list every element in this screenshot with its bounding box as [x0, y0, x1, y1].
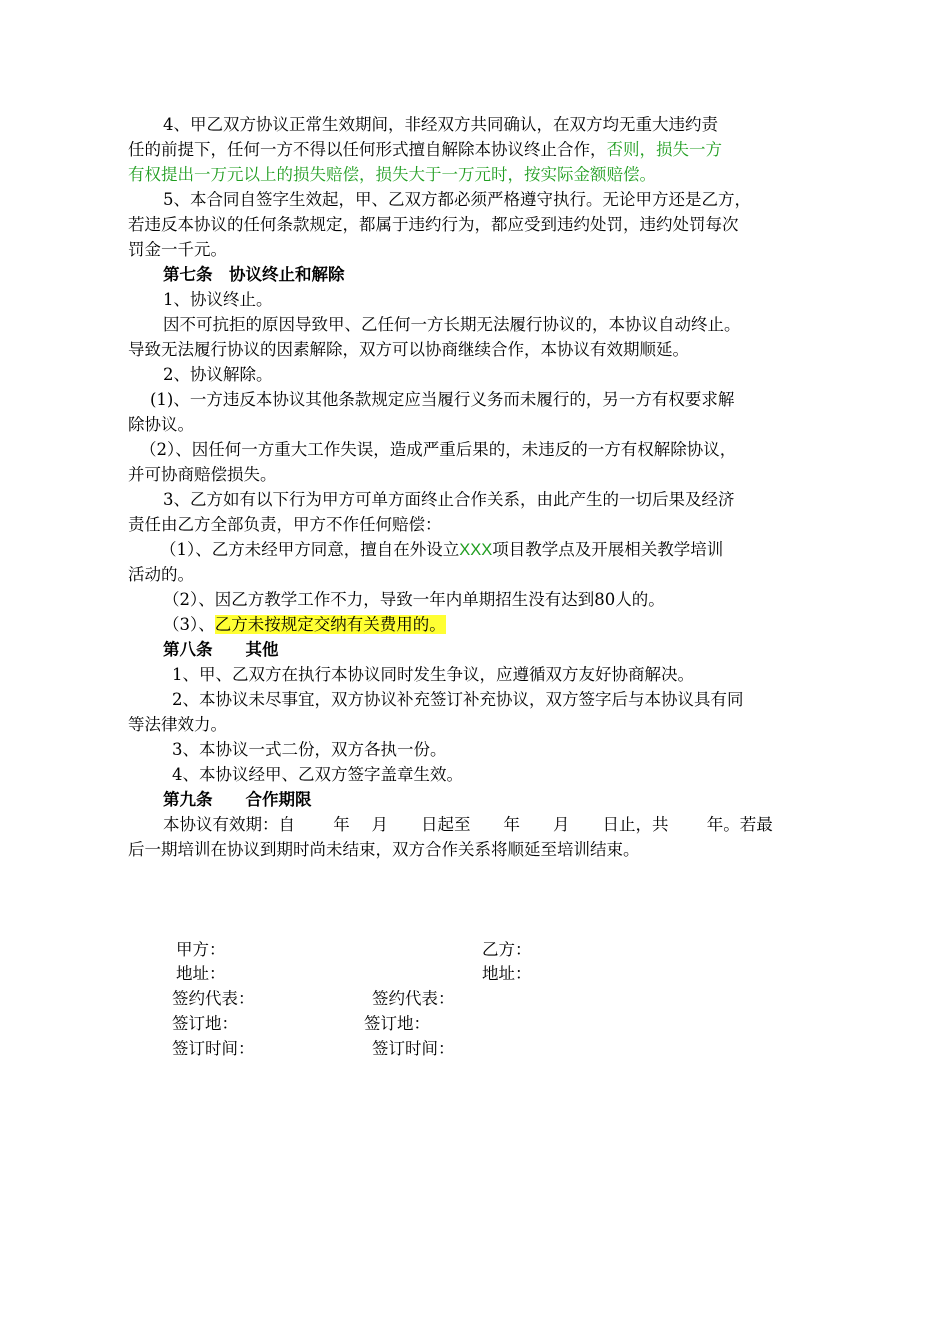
- section-7-3-1-line-2: 活动的。: [128, 565, 194, 584]
- party-b-representative-label: 签约代表：: [372, 989, 455, 1008]
- clause-6-4-line-3: 有权提出一万元以上的损失赔偿，损失大于一万元时，按实际金额赔偿。: [128, 165, 656, 184]
- section-8-3: 3、本协议一式二份，双方各执一份。: [172, 740, 447, 759]
- section-7-2-1-line-1: (1)、一方违反本协议其他条款规定应当履行义务而未履行的，另一方有权要求解: [150, 390, 735, 409]
- section-8-title: 第八条 其他: [163, 640, 279, 659]
- section-8-2-line-1: 2、本协议未尽事宜，双方协议补充签订补充协议，双方签字后与本协议具有同: [172, 690, 744, 709]
- section-7-2: 2、协议解除。: [163, 365, 273, 384]
- section-7-2-2-line-1: （2）、因任何一方重大工作失误，造成严重后果的，未违反的一方有权解除协议，: [140, 440, 737, 459]
- clause-6-5-line-1: 5、本合同自签字生效起，甲、乙双方都必须严格遵守执行。无论甲方还是乙方，: [163, 190, 751, 209]
- section-8-2-line-2: 等法律效力。: [128, 715, 227, 734]
- section-7-1-para-line-1: 因不可抗拒的原因导致甲、乙任何一方长期无法履行协议的，本协议自动终止。: [163, 315, 741, 334]
- section-7-3-1-line-1: [160, 538, 723, 562]
- party-a-signing-time-label: 签订时间：: [172, 1039, 255, 1058]
- section-7-1-para-line-2: 导致无法履行协议的因素解除，双方可以协商继续合作，本协议有效期顺延。: [128, 340, 689, 359]
- section-7-3-2: （2）、因乙方教学工作不力，导致一年内单期招生没有达到80人的。: [163, 590, 665, 609]
- section-7-2-1-line-2: 除协议。: [128, 415, 194, 434]
- clause-text: 项目教学点及开展相关教学培训: [492, 540, 724, 559]
- clause-6-5-line-2: 若违反本协议的任何条款规定，都属于违约行为，都应受到违约处罚，违约处罚每次: [128, 215, 739, 234]
- clause-text: （1）、乙方未经甲方同意，擅自在外设立: [160, 540, 460, 559]
- green-text: 否则，损失一方: [606, 140, 722, 159]
- section-7-1: 1、协议终止。: [163, 290, 273, 309]
- section-9-title: 第九条 合作期限: [163, 790, 312, 809]
- clause-6-4-line-1: 4、甲乙双方协议正常生效期间，非经双方共同确认，在双方均无重大违约责: [163, 115, 718, 134]
- section-7-3-line-2: 责任由乙方全部负责，甲方不作任何赔偿：: [128, 515, 442, 534]
- party-a-label: 甲方：: [176, 940, 226, 959]
- clause-text: 任的前提下，任何一方不得以任何形式擅自解除本协议终止合作，: [128, 140, 607, 159]
- section-7-3-line-1: 3、乙方如有以下行为甲方可单方面终止合作关系，由此产生的一切后果及经济: [163, 490, 735, 509]
- section-7-3-3: [163, 613, 446, 637]
- section-9-line-2: 后一期培训在协议到期时尚未结束，双方合作关系将顺延至培训结束。: [128, 840, 640, 859]
- party-b-signing-place-label: 签订地：: [364, 1014, 430, 1033]
- section-8-4: 4、本协议经甲、乙双方签字盖章生效。: [172, 765, 463, 784]
- party-a-representative-label: 签约代表：: [172, 989, 255, 1008]
- party-b-signing-time-label: 签订时间：: [372, 1039, 455, 1058]
- party-a-address-label: 地址：: [176, 964, 226, 983]
- section-7-2-2-line-2: 并可协商赔偿损失。: [128, 465, 277, 484]
- section-8-1: 1、甲、乙双方在执行本协议同时发生争议，应遵循双方友好协商解决。: [172, 665, 694, 684]
- party-a-signing-place-label: 签订地：: [172, 1014, 238, 1033]
- section-9-line-1: 本协议有效期：自 年 月 日起至 年 月 日止，共 年。若最: [163, 815, 773, 834]
- party-b-address-label: 地址：: [482, 964, 532, 983]
- section-7-title: 第七条 协议终止和解除: [163, 265, 345, 284]
- clause-text: （3）、: [163, 615, 215, 634]
- clause-6-5-line-3: 罚金一千元。: [128, 240, 227, 259]
- clause-6-4-line-2: [128, 138, 722, 162]
- party-b-label: 乙方：: [482, 940, 532, 959]
- green-text: XXX: [459, 541, 493, 559]
- highlighted-text: 乙方未按规定交纳有关费用的。: [214, 615, 446, 634]
